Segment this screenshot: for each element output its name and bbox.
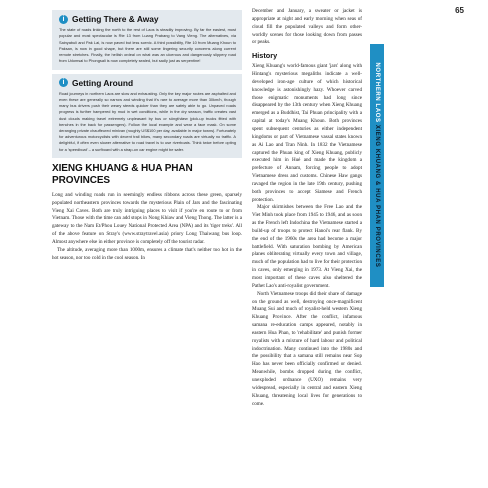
intro-paragraph-2: The altitude, averaging more than 1000m, ensures a climate that's neither too hot in the hot season, nor too cold in the cool season. In — [52, 246, 242, 261]
getting-there-title-row — [59, 14, 236, 24]
getting-there-title: Getting There & Away — [72, 14, 159, 24]
history-paragraph-1: Xieng Khuang's world-famous giant 'jars' along with Hintang's mysterious megaliths indicate a well-developed iron-age culture of which historical knowledge is astonishingly hazy. Whoever carved those enigmatic monuments had long since disappeared by the 13th century when Xieng Khuang emerged as a Buddhist, Tai Phuan principality with a capital at today's Muang Khoun. Both provinces spent subsequent centuries as either independent kingdoms or part of Vietnamese vassal states known as Ai Lao and Tran Ninh. In 1832 the Vietnamese captured the Phuan king of Xieng Khuang, publicly executed him in Hué and made the kingdom a prefecture of Annam, forcing people to adopt Vietnamese dress and customs. Chinese Haw gangs ravaged the region in the late 19th century, pushing both provinces to accept Siamese and French protection. — [252, 63, 362, 203]
section-heading: XIENG KHUANG & HUA PHAN PROVINCES — [52, 162, 193, 186]
history-paragraph-3: North Vietnamese troops did their share of damage on the ground as well, destroying once-magnificent Muang Sui and much of royalist-held western Xieng Khuang Province. After the conflict, infamous samana re-education camps appeared, notably in eastern Hua Phan, to 'rehabilitate' and punish former royalists with a mixture of hard labour and political indoctrination. Many continued into the 1980s and the possibility that a samana still remains near Sop Hao has never been officially confirmed or denied. Meanwhile, bombs dropped during the conflict, unexploded ordnance (UXO) remains very widespread, especially in central and eastern Xieng Khuang, threatening local lives for generations to come. — [252, 290, 362, 407]
side-tab-region: NORTHERN LAOS — [374, 62, 380, 123]
history-heading: History — [252, 51, 278, 61]
climate-paragraph: December and January, a sweater or jacket is appropriate at night and early morning when seas of cloud fill the populated valleys and form other-worldly scenes for those looking down from passes or peaks. — [252, 8, 362, 46]
getting-around-title-row — [59, 78, 236, 88]
info-circle-icon: i — [59, 78, 68, 87]
getting-around-body: Road journeys in northern Laos are slow and exhausting. Only the key major routes are asphalted and even these are generally so narrow and winding that it's rare to average more than 30km/h, though many bus drivers push their weary steeds quicker than they are safely able to go. Unpaved roads progress is further hampered by mud in wet conditions, while in the dry season, traffic creates vast dust clouds making travel extremely unpleasant by bus or sǒngthǎew (pick-up trucks fitted with benches in the back for passengers). Follow the local example and wear a face mask. On some deranging private chauffeured minivan (roughly US$100 per day, available in major towns). Fortunately for adventurous motorcyclists with decent trail bikes, many secondary roads are virtually no traffic. A delightful, if often even slower alternative to road travel is to use riverboats. Think twice before opting for a 'speedboat' – a surfboard with a strap-on car engine might be safer. — [59, 90, 236, 152]
side-tab-label — [374, 62, 380, 267]
right-column — [252, 8, 362, 408]
getting-around-title: Getting Around — [72, 77, 134, 88]
intro-paragraph-1: Long and winding roads run in seemingly endless ribbons across these green, sparsely populated northeastern provinces towards the mysterious Plain of Jars and the fascinating Vieng Xai Caves. Both are truly intriguing places to visit if you're en route to or from Vietnam. Those with the time can add stops in Nong Khiaw and Vieng Thong. The latter is a gateway to the Nam Et/Phou Louey National Protected Area (NPA) and its 'tiger treks'. All of the above feature on Stray's (www.straytravel.asia) priory Long Thaiwang bus loop. Almost anywhere else in either province is completely off the tourist radar. — [52, 191, 242, 245]
info-circle-icon: i — [59, 15, 68, 24]
left-column — [52, 10, 242, 262]
page-number: 65 — [455, 6, 464, 15]
getting-there-box — [52, 10, 242, 70]
history-paragraph-2: Major skirmishes between the Free Lao and the Viet Minh took place from 1945 to 1946, and as soon as the French left Indochina the Vietnamese started a build-up of troops to protect Hanoi's rear flank. By the end of the 1960s the area had become a major battlefield. With saturation bombing by American planes obliterating virtually every town and village, much of the population had to live for their protection in caves, only emerging in 1973. At Vieng Xai, the most important of these caves also sheltered the Pathet Lao's anti-royalist government. — [252, 204, 362, 289]
side-tab-area: XIENG KHUANG & HUA PHAN PROVINCES — [374, 124, 380, 268]
getting-around-box — [52, 74, 242, 158]
chapter-side-tab — [370, 44, 384, 287]
getting-there-body: The state of roads linking the north to the rest of Laos is steadily improving. By far the easiest, most popular and most spectacular is Rte 13 from Luang Prabang to Vang Vieng. The alternatives, via Sainyabuli and Pak Lai, is now paved but less scenic. A third possibility, Rte 10 from Muang Khoun to Paksan, is now in good shape, but there are still some lingering security concerns along current remote stretches. Finally, the hellish ordeal on what was an ulcerous and dangerously slippery road from Udomsai to Phongsali is now completely sealed, but sadly just as serpentine! — [59, 27, 236, 64]
